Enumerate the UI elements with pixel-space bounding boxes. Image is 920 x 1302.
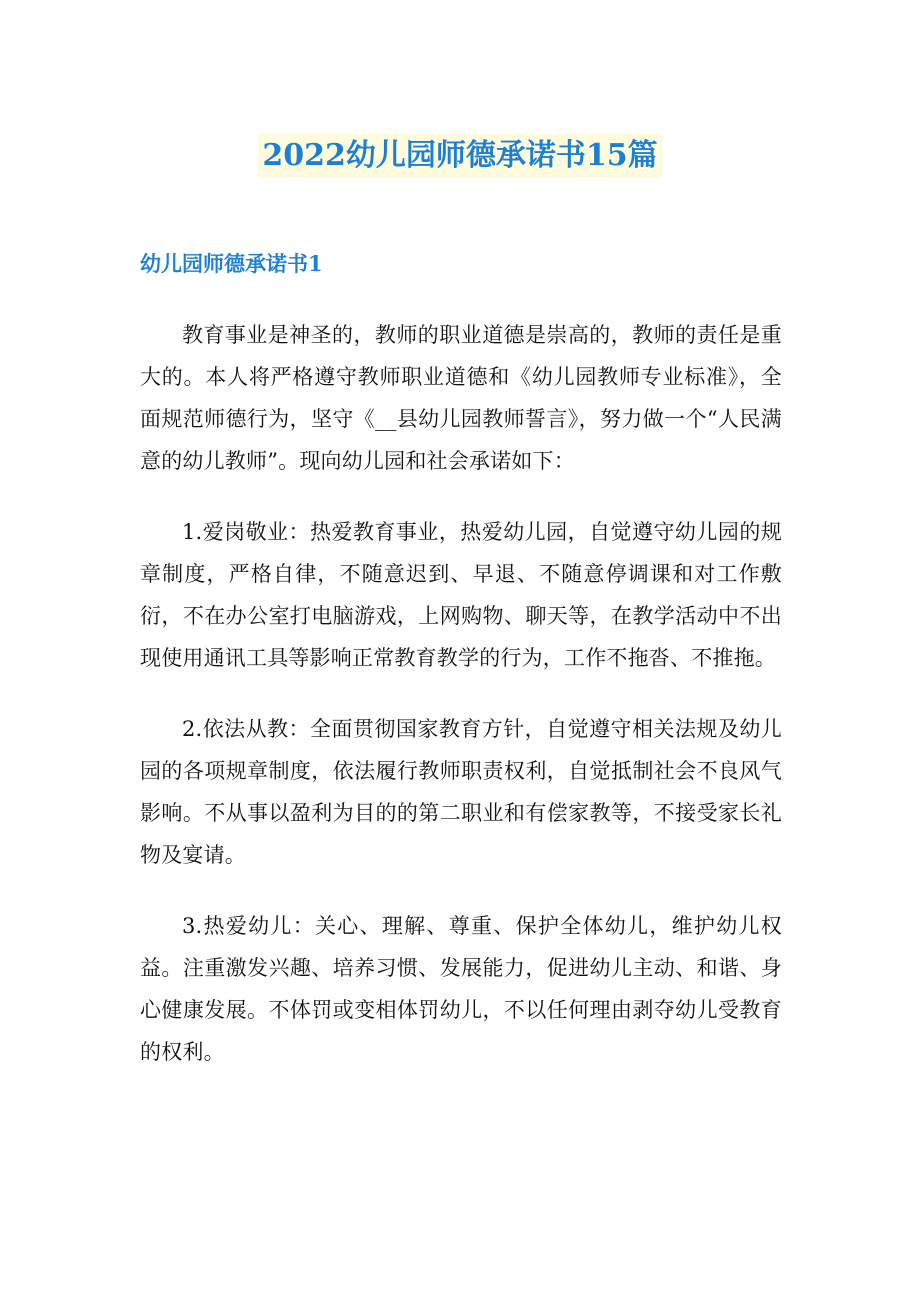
paragraph-item-2: 2.依法从教：全面贯彻国家教育方针，自觉遵守相关法规及幼儿园的各项规章制度，依法履行教师职责权利，自觉抵制社会不良风气影响。不从事以盈利为目的的第二职业和有偿家教等，不接受家长礼物及宴请。 bbox=[140, 717, 782, 867]
section-heading: 幼儿园师德承诺书1 bbox=[140, 251, 323, 276]
paragraph-item-1: 1.爱岗敬业：热爱教育事业，热爱幼儿园，自觉遵守幼儿园的规章制度，严格自律，不随意迟到、早退、不随意停调课和对工作敷衍，不在办公室打电脑游戏，上网购物、聊天等，在教学活动中不出现使用通讯工具等影响正常教育教学的行为，工作不拖沓、不推拖。 bbox=[140, 520, 782, 670]
document-body bbox=[140, 314, 782, 1102]
paragraph-item-3: 3.热爱幼儿：关心、理解、尊重、保护全体幼儿，维护幼儿权益。注重激发兴趣、培养习惯、发展能力，促进幼儿主动、和谐、身心健康发展。不体罚或变相体罚幼儿，不以任何理由剥夺幼儿受教育的权利。 bbox=[140, 914, 782, 1064]
title-container bbox=[0, 134, 920, 178]
document-title: 2022幼儿园师德承诺书15篇 bbox=[258, 134, 661, 178]
paragraph-intro: 教育事业是神圣的，教师的职业道德是崇高的，教师的责任是重大的。本人将严格遵守教师职业道德和《幼儿园教师专业标准》，全面规范师德行为，坚守《__县幼儿园教师誓言》，努力做一个“人民满意的幼儿教师”。现向幼儿园和社会承诺如下： bbox=[140, 323, 782, 473]
